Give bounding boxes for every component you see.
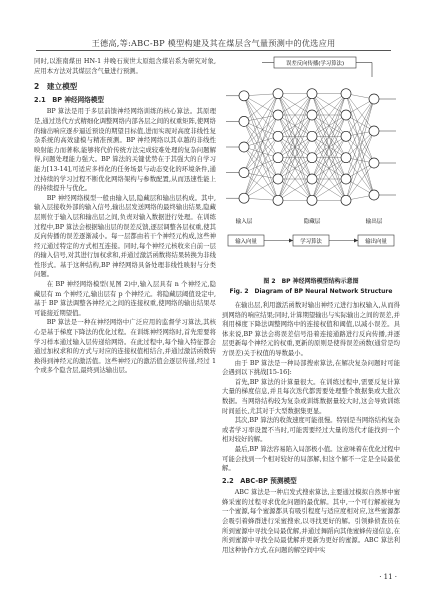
paragraph: 同时,以淮南煤田 HN-1 井晚石炭世太原组含煤岩系为研究对象,应用本方法对其煤层含气量进行预测。 (34, 58, 216, 75)
paragraph: 由于 BP 算法是一种局部搜索算法,在解决复杂问题时可能会遇到以下挑战[15-16]: (222, 359, 400, 377)
left-column (34, 57, 216, 376)
paragraph: 在 BP 神经网络模型(见图 2)中,输入层具有 n 个神经元,隐藏层有 m 个神经元,输出层有 p 个神经元。将隐藏层阈值设定中,基于 BP 算法调整各神经元之间的连接权重,使网络的输出结果尽可能接近期望值。 (34, 281, 216, 317)
paragraph: 首先,BP 算法的计算量很大。在训练过程中,需要反复计算大量的梯度信息,并且每次迭代都需要处理整个数据集或大批次数据。当网络结构较为复杂或训练数据量较大时,这会导致训练时间延长,尤其对于大型数据集更显。 (222, 378, 400, 415)
bp-network-diagram (222, 55, 400, 275)
legend-text: 误差反向传播(学习算法) (285, 61, 345, 67)
output-node (369, 94, 379, 104)
learning-algo-text: 学习算法 (300, 239, 322, 245)
paragraph: BP 算法是一种在神经网络中广泛应用的监督学习算法,其核心是基于梯度下降法的优化过程。在训练神经网络时,首先需要将学习样本通过输入层传递给网络。在此过程中,每个输入特征都会通过加权求和的方式与对应的连接权值相结合,并通过激活函数转换得到神经元的激活值。这些神经元的激活值会逐层传递,经过 1 个或多个隐含层,最终到达输出层。 (34, 319, 216, 375)
paragraph: 在输出层,利用激活函数对输出神经元进行加权输入,从而得到网络的响应结果;同时,计算期望输出与实际输出之间的误差,并利用梯度下降法调整网络中的连接权值和阈值,以减小误差。具体来说,BP 算法会将误差信号沿着连接通路进行反向传播,并逐层更新每个神经元的权重,更新的原则是使得误差函数(通常是均方误差)关于权值的导数最小。 (222, 302, 400, 357)
output-node (369, 158, 379, 168)
hidden-node (341, 153, 351, 163)
paragraph: 其次,BP 算法的收敛速度可能很慢。特别是当网络结构复杂或者学习率设置不当时,可能需要经过大量的迭代才能找到一个相对较好的解。 (222, 417, 400, 444)
input-node (239, 116, 249, 126)
input-vector-text: 输入向量 (235, 239, 257, 245)
figure-caption-cn: 图 2 BP 神经网络模型结构示意图 (263, 278, 359, 285)
hidden-node (307, 195, 317, 205)
input-node (239, 193, 249, 203)
hidden-node (307, 110, 317, 120)
hidden-node (273, 131, 283, 141)
section-heading-2-2: 2.2 ABC-BP 预测模型 (222, 476, 297, 485)
input-node (239, 142, 249, 152)
arrowhead-2 (354, 239, 358, 243)
hidden-node (273, 110, 283, 120)
figure-caption-en: Fig. 2 Diagram of BP Neural Network Structure (229, 288, 393, 295)
input-node (239, 168, 249, 178)
hidden-node (341, 174, 351, 184)
hidden-node (341, 195, 351, 205)
arrowhead-1 (289, 239, 293, 243)
section-heading-2: 2 建立模型 (34, 82, 78, 92)
hidden-node (341, 131, 351, 141)
hidden-node (341, 110, 351, 120)
hidden-node (341, 89, 351, 99)
hidden-node (273, 89, 283, 99)
hidden-node (307, 89, 317, 99)
running-header: 王德高,等:ABC-BP 模型构建及其在煤层含气量预测中的优选应用 (91, 38, 336, 48)
network-edges (226, 94, 396, 201)
network-nodes (239, 89, 379, 206)
output-layer-label: 输出层 (365, 219, 383, 225)
hidden-node (273, 174, 283, 184)
input-layer-label: 输入层 (235, 219, 253, 225)
page-number: · 11 · (379, 573, 397, 581)
header-rule (36, 50, 391, 51)
network-edge (244, 94, 278, 122)
hidden-node (273, 195, 283, 205)
output-vector-text: 输出向量 (365, 239, 387, 245)
hidden-node (273, 153, 283, 163)
hidden-node (307, 174, 317, 184)
hidden-node (307, 153, 317, 163)
right-column (222, 301, 400, 555)
network-edge (244, 173, 278, 201)
paragraph: BP 算法是用于多层前馈神经网络训练的核心算法。其原理是,通过迭代方式精细化调整网络内部各层之间的权重矩阵,使网络的输出响应逐步逼近预设的期望目标值,进而实现对高度非线性复杂系统的高效建模与精准预测。BP 神经网络以其卓越的非线性映射能力而著称,能够将代价传统方法完成较难处理的复杂问题解得,问题处理能力强大。BP 算法的关键优势在于其强大的自学习能力[13-14],可适应多样化的任务场景与动态变化的环境条件,通过持续的学习过程不断优化网络架构与参数配置,从而迅速性能上的持续提升与优化。 (34, 108, 216, 193)
hidden-node (307, 131, 317, 141)
hidden-layer-label: 隐藏层 (303, 219, 321, 225)
paragraph: BP 神经网络模型一般由输入层,隐藏层和输出层构成。其中,输入层接收外部的输入信号,输出层发送网络的最终输出结果,隐藏层则位于输入层和输出层之间,负责对输入数据进行处理。在训练过程中,BP 算法会根据输出层的误差反馈,逐层调整各层权重,使其反向传播的误差逐渐减小。每一层都由若干个神经元构成,这些神经元通过特定的方式相互连接。同时,每个神经元核收来自前一层的输入信号,对其进行加权求和,并通过激活函数将结果转换为非线性形式。基于这种结构,BP 神经网络具备处理非线性映射与分类问题。 (34, 194, 216, 279)
section-heading-2-1: 2.1 BP 神经网络模型 (34, 95, 104, 104)
output-node (369, 126, 379, 136)
output-node (369, 190, 379, 200)
input-node (239, 91, 249, 101)
paragraph: ABC 算法是一种启发式搜索算法,主要通过模拟自然界中蜜蜂采蜜的过程寻求优化问题的最优解。其中,一个可行解被视为一个蜜源,每个蜜源都具有吸引程度与适应度相对应,这些蜜源都会吸引着蜂群进行采蜜搜索,以寻找更好的解。引领蜂侦查员在所到蜜源中寻找全局最优解,并通过舞蹈向其他蜜蜂传递信息,在所到蜜源中寻找全局最优解并更新为更好的蜜源。ABC 算法利用这种协作方式,在问题的解空间中实 (222, 489, 400, 554)
paragraph: 最后,BP 算法容易陷入局部极小值。这意味着在优化过程中可能会找到一个相对较好的局部解,但这个解不一定是全局最优解。 (222, 445, 400, 473)
